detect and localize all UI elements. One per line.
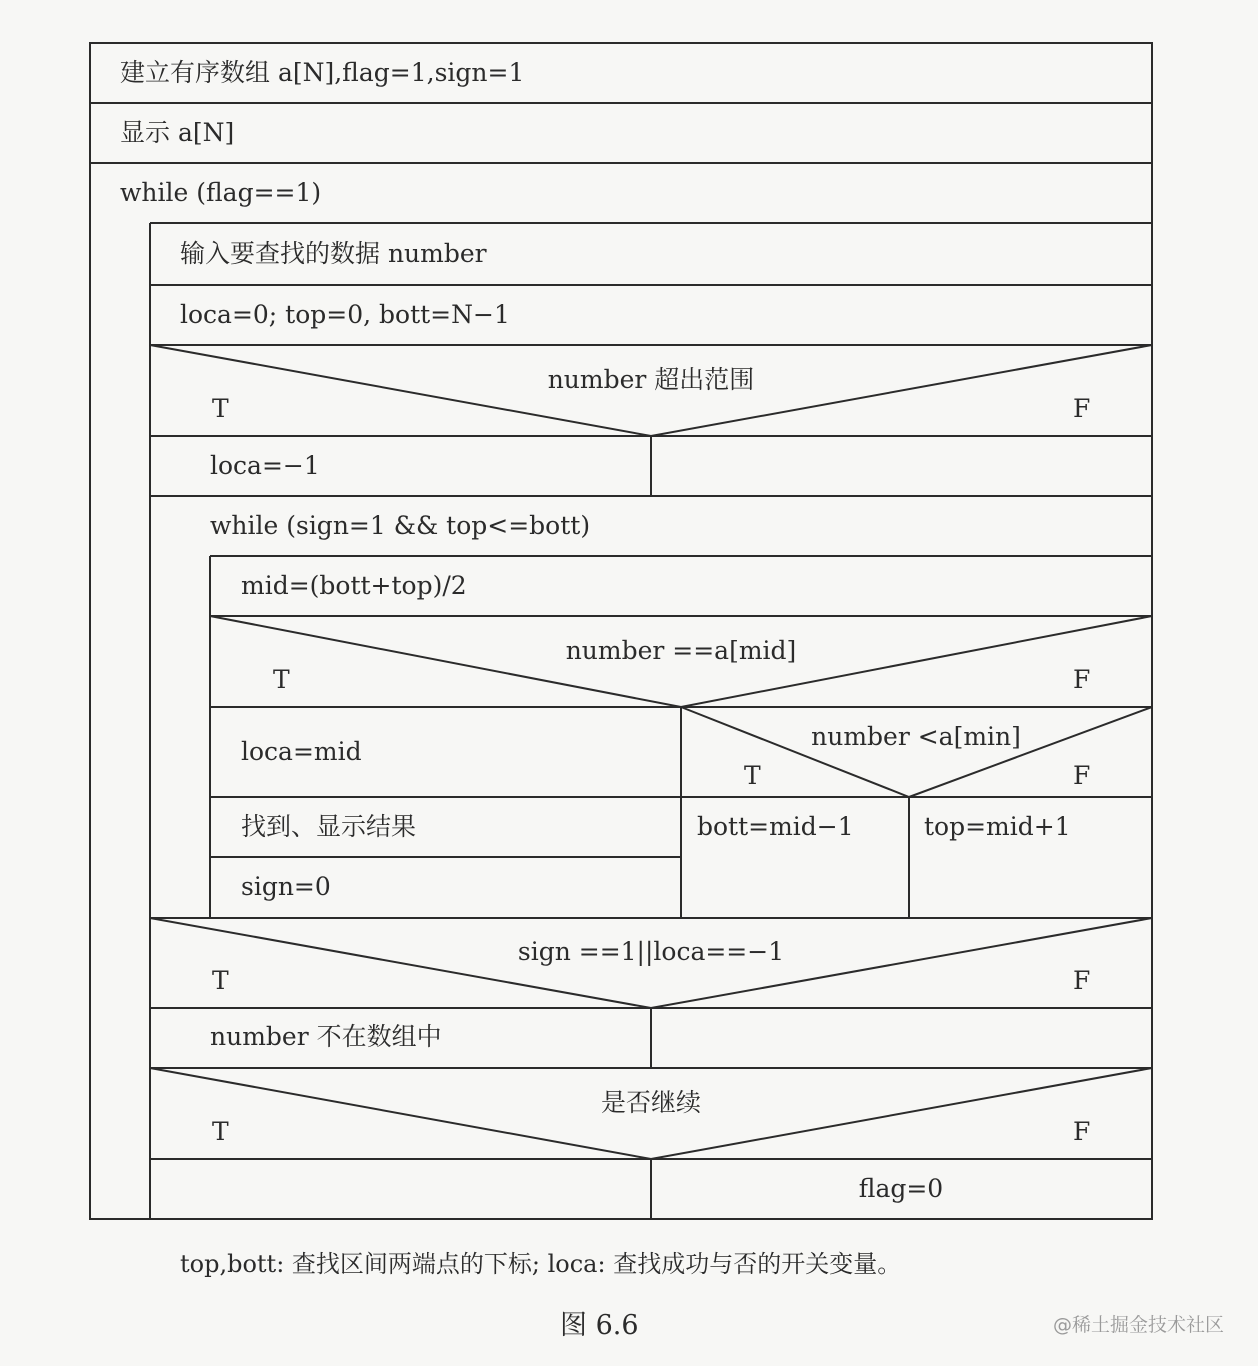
range-condition: number 超出范围 (547, 365, 755, 394)
found-action: 找到、显示结果 (241, 812, 417, 841)
less-true-action: bott=mid−1 (697, 812, 854, 841)
true-label: T (212, 966, 229, 995)
display-statement: 显示 a[N] (120, 118, 235, 147)
range-true-action: loca=−1 (210, 451, 320, 480)
notfound-condition: sign ==1||loca==−1 (517, 937, 785, 966)
reset-statement: loca=0; top=0, bott=N−1 (180, 300, 510, 329)
figure-caption: top,bott: 查找区间两端点的下标; loca: 查找成功与否的开关变量。 (180, 1250, 902, 1278)
found-action: sign=0 (241, 872, 331, 901)
less-condition: number <a[min] (811, 722, 1021, 751)
false-label: F (1073, 966, 1091, 995)
false-label: F (1073, 665, 1091, 694)
inner-loop-condition: while (sign=1 && top<=bott) (210, 511, 591, 540)
found-action: loca=mid (241, 737, 362, 766)
found-condition: number ==a[mid] (565, 636, 797, 665)
figure-label: 图 6.6 (560, 1310, 639, 1341)
true-label: T (212, 394, 229, 423)
false-label: F (1073, 761, 1091, 790)
notfound-true-action: number 不在数组中 (210, 1022, 442, 1051)
less-false-action: top=mid+1 (924, 812, 1071, 841)
true-label: T (212, 1117, 229, 1146)
input-statement: 输入要查找的数据 number (180, 239, 487, 268)
true-label: T (273, 665, 290, 694)
continue-false-action: flag=0 (858, 1174, 944, 1203)
outer-loop-condition: while (flag==1) (120, 178, 322, 207)
true-label: T (744, 761, 761, 790)
mid-calc-statement: mid=(bott+top)/2 (241, 571, 467, 600)
false-label: F (1073, 394, 1091, 423)
watermark: @稀土掘金技术社区 (1052, 1314, 1224, 1336)
continue-condition: 是否继续 (600, 1088, 702, 1117)
init-statement: 建立有序数组 a[N],flag=1,sign=1 (120, 58, 525, 87)
false-label: F (1073, 1117, 1091, 1146)
